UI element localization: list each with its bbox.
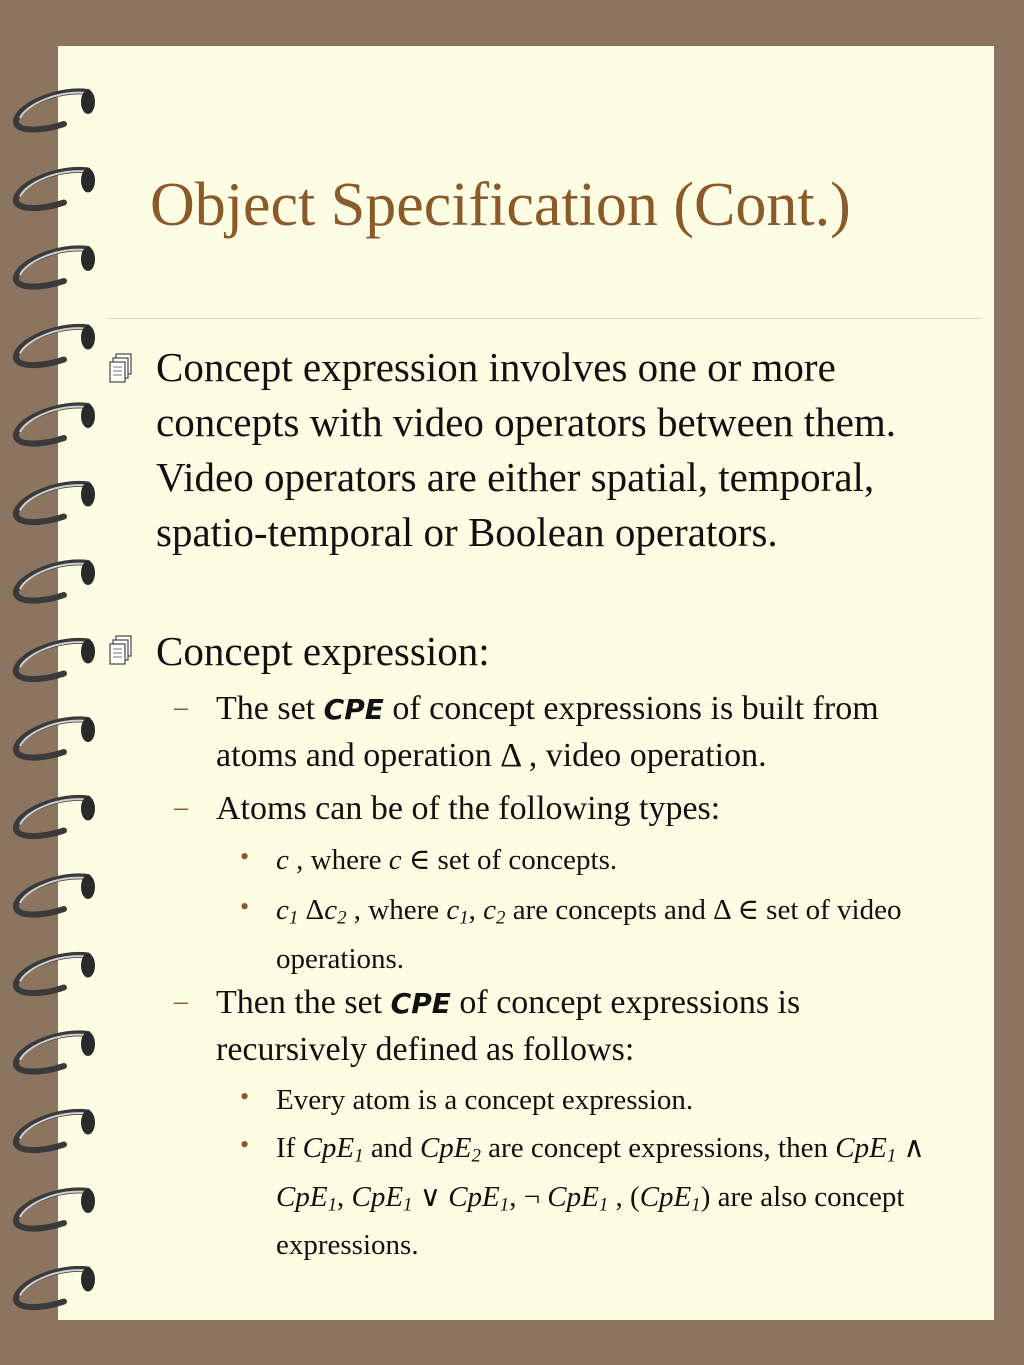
bullet-concept-expression: Concept expression:: [156, 628, 490, 674]
sub-set-definition: The set CPE of concept expressions is built from atoms and operation Δ , video operation.: [216, 690, 879, 774]
rule-every-atom: Every atom is a concept expression.: [276, 1084, 694, 1116]
binding-hole: [81, 169, 95, 193]
binding-hole: [81, 326, 95, 350]
binding-hole: [81, 247, 95, 271]
bullet-dot: •: [240, 1130, 250, 1159]
binding-hole: [81, 640, 95, 664]
binding-hole: [81, 875, 95, 899]
slide-title: Object Specification (Cont.): [150, 171, 851, 239]
atom-type-1: c , where c ∈ set of concepts.: [276, 844, 618, 876]
title-divider: [108, 318, 982, 319]
cpe-label: CPE: [323, 693, 384, 726]
binding-hole: [81, 1032, 95, 1056]
document-stack-icon: [108, 352, 134, 388]
bullet-concept-expression-definition: Concept expression involves one or more concepts with video operators between them. Video operators are either spatial, temporal, spatio-temporal or Boolean operators.: [156, 344, 897, 555]
binding-hole: [81, 797, 95, 821]
cpe-label: CPE: [390, 987, 451, 1020]
atom-type-2: $c_1$ $\Delta c_2$ , where $c_1$, $c_2$ are concepts and Δ ∈ set of video operations.: [276, 894, 902, 975]
binding-hole: [81, 404, 95, 428]
bullet-dot: •: [240, 1082, 250, 1111]
binding-hole: [81, 1268, 95, 1292]
dash-marker: –: [174, 692, 188, 723]
dash-marker: –: [174, 986, 188, 1017]
binding-hole: [81, 90, 95, 114]
binding-hole: [81, 954, 95, 978]
document-stack-icon: [108, 634, 134, 670]
dash-marker: –: [174, 792, 188, 823]
sub-recursive-definition: Then the set CPE of concept expressions is recursively defined as follows:: [216, 984, 801, 1068]
spiral-binding-icon: [0, 0, 110, 1365]
bullet-dot: •: [240, 842, 250, 871]
binding-hole: [81, 483, 95, 507]
rule-composite-expressions: If CpE$_1$ and CpE$_2$ are concept expressions, then CpE$_1$ ∧ CpE$_1$, CpE$_1$ ∨ CpE$_1$, ¬ CpE$_1$ , (CpE$_1$) are also concept expressions.: [276, 1132, 925, 1262]
binding-hole: [81, 718, 95, 742]
binding-hole: [81, 1111, 95, 1135]
bullet-dot: •: [240, 892, 250, 921]
sub-atoms-heading: Atoms can be of the following types:: [216, 790, 721, 827]
binding-hole: [81, 1189, 95, 1213]
binding-hole: [81, 561, 95, 585]
